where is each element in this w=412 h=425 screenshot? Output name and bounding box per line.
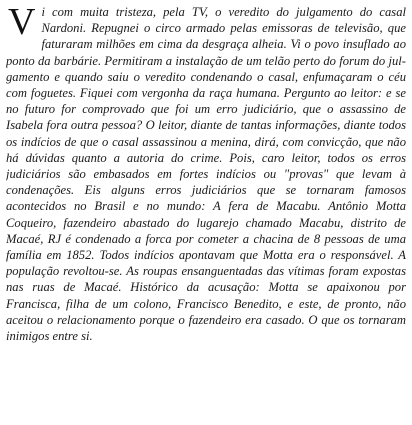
article-column [6,4,406,424]
drop-cap: V [8,4,36,43]
article-paragraph [6,4,406,344]
article-body-text: i com muita tristeza, pela TV, o veredito do julgamento do casal Nardoni. Repugnei o circo armado pelas emissoras de televisão, que faturaram milhões em cima da desgraça alheia. Vi o povo insuflado ao ponto da barbárie. Permitiram a instalação de um telão perto do forum do julgamento e quando saiu o veredito condenando o casal, enfumaçaram o céu com foguetes. Fiquei com vergonha da raça humana. Pergunto ao leitor: e se no futuro for comprovado que foi um erro judiciário, que o assassino de Isabela fora outra pessoa? O leitor, diante de tantas informações, diante todos os indícios de que o casal assassinou a menina, dirá, com convicção, que não há dúvidas quanto a autoria do crime. Pois, caro leitor, todos os erros judiciários são embasados em fortes indícios ou "provas" que levam à condenações. Eis alguns erros judiciários que se tornaram famosos acontecidos no Brasil e no mundo: A fera de Macabu. Antônio Motta Coqueiro, fazendeiro abastado do lugarejo chamado Macabu, distrito de Macaé, RJ é condenado a forca por cometer a chacina de 8 pessoas de uma família em 1852. Todos indícios apontavam que Motta era o responsável. A população revoltou-se. As roupas ensanguentadas das vítimas foram expostas nas ruas de Macaé. Histórico da acusação: Motta se apaixonou por Francisca, filha de um colono, Francisco Benedito, e este, de pronto, não aceitou o relacionamento porque o fazendeiro era casado. O que os tornaram inimigos entre si. [6,5,406,344]
